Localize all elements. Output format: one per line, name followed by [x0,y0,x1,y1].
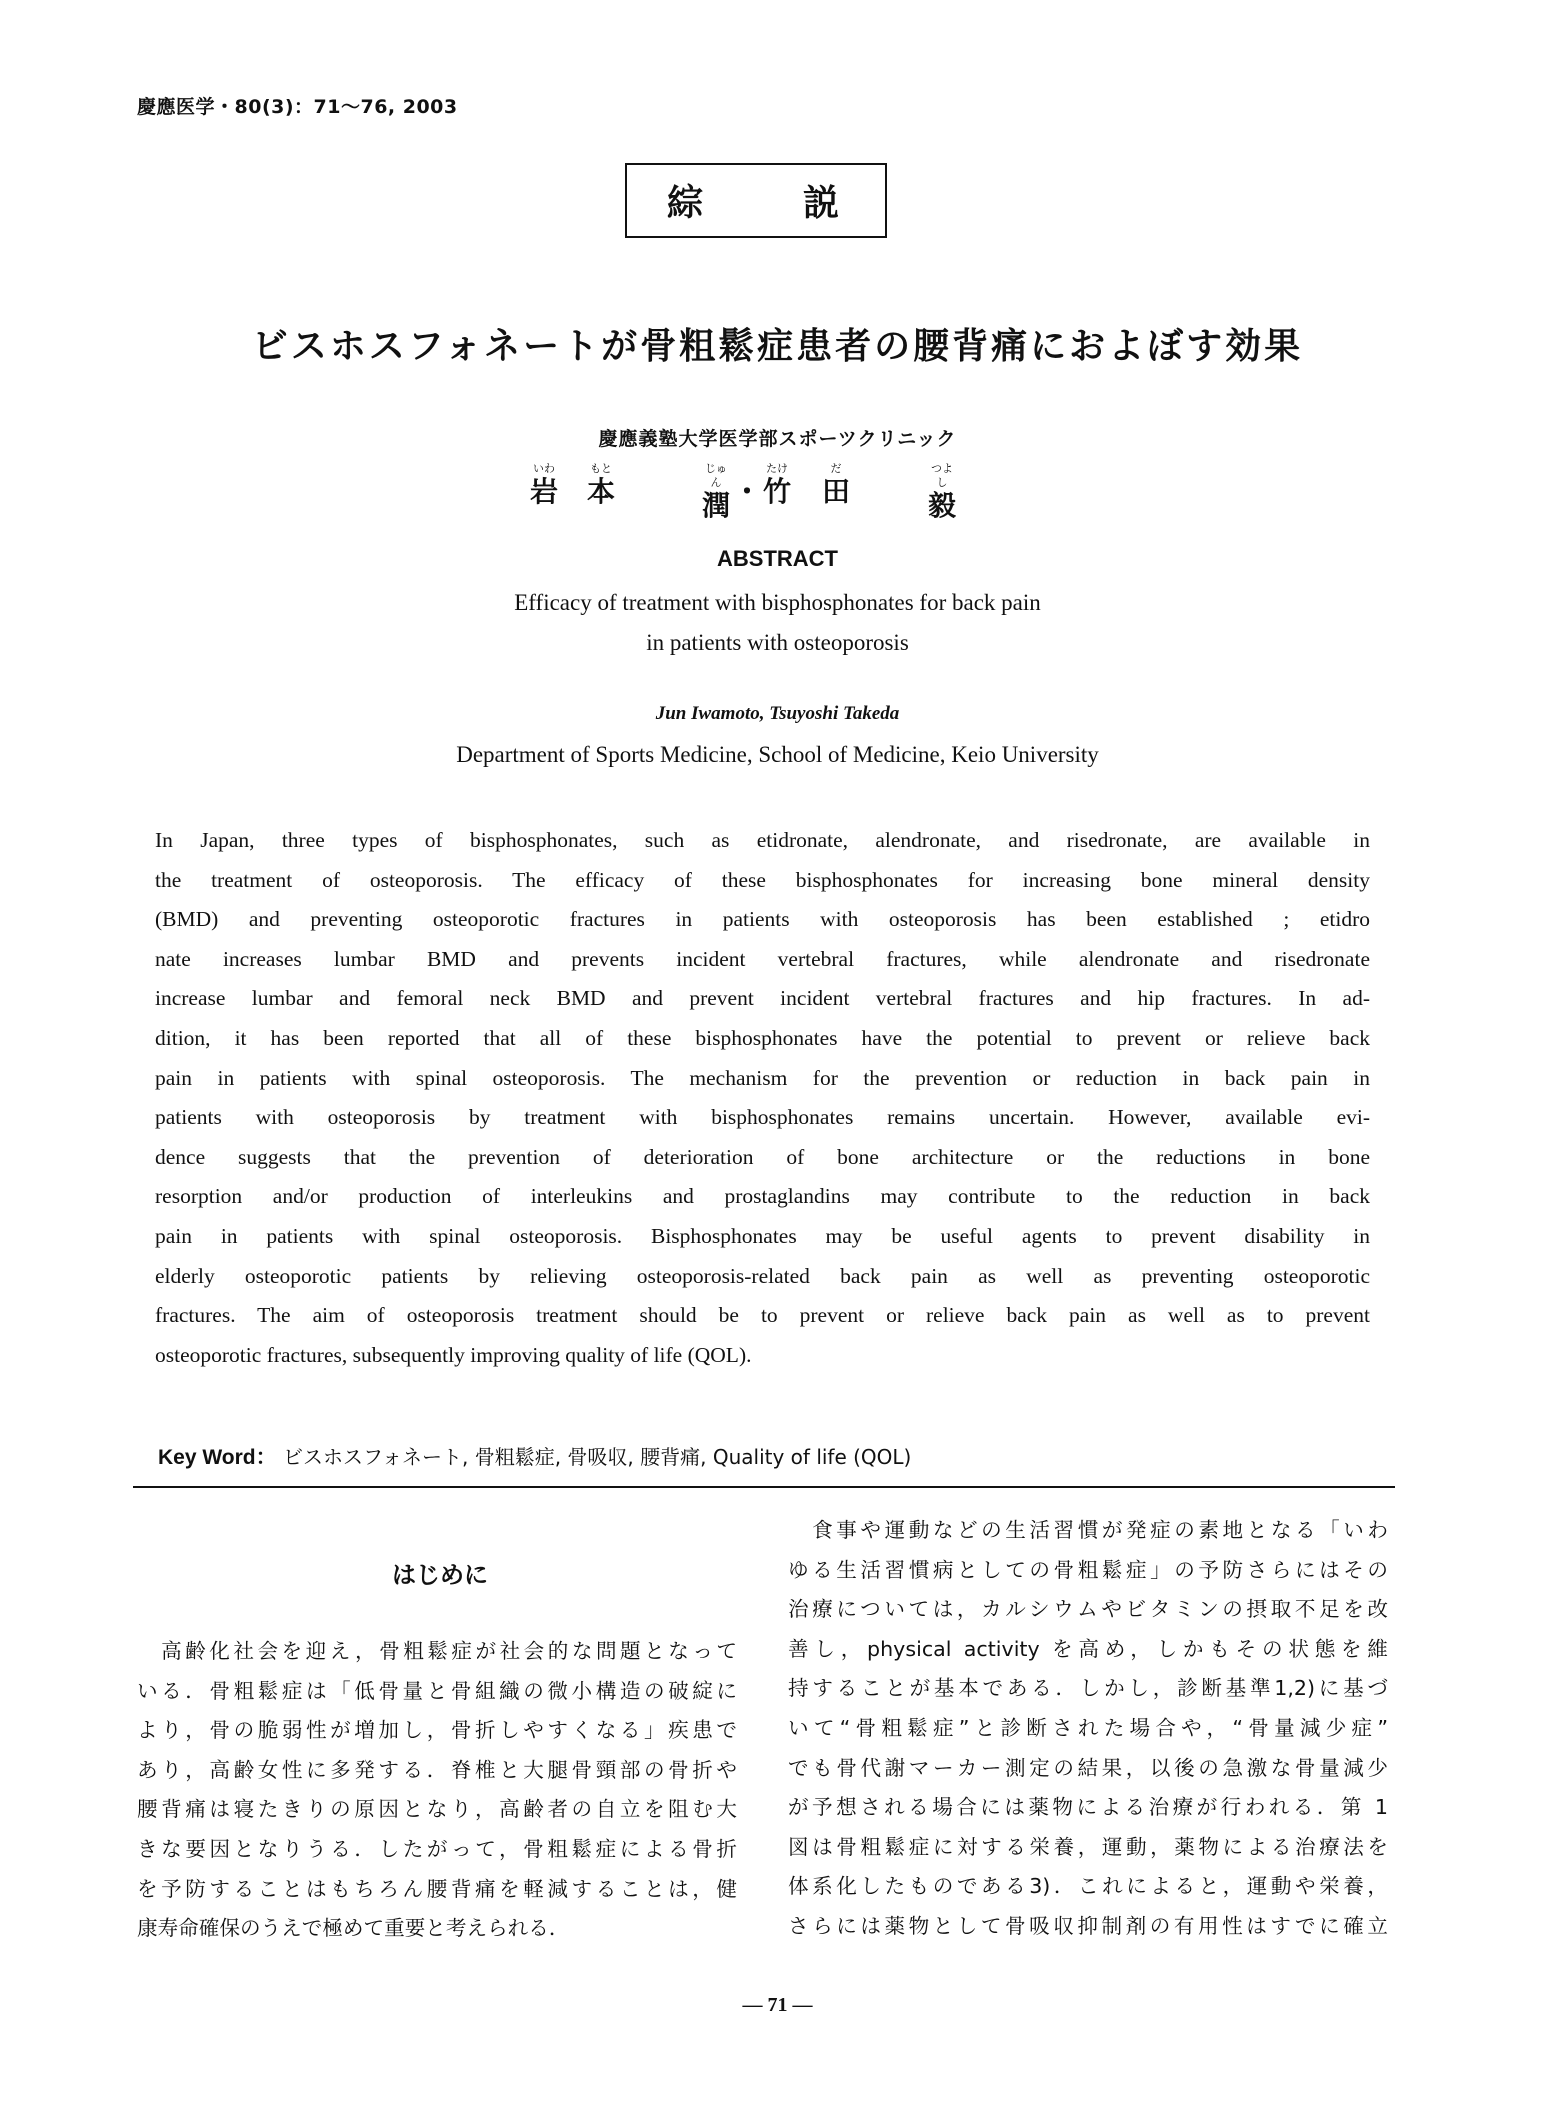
english-title-line: in patients with osteoporosis [646,630,909,655]
abstract-line: In Japan, three types of bisphosphonates, such as etidronate, alendronate, and risedronate, are available in [155,828,1370,852]
body-line: あり，高齢女性に多発する．脊椎と大腿骨頸部の骨折や [137,1757,737,1782]
keywords-text: ビスホスフォネート, 骨粗鬆症, 骨吸収, 腰背痛, Quality of life (QOL) [283,1445,912,1469]
abstract-line: pain in patients with spinal osteoporosis. Bisphosphonates may be useful agents to prevent disability in [155,1223,1370,1248]
abstract-line: the treatment of osteoporosis. The efficacy of these bisphosphonates for increasing bone mineral density [155,867,1370,892]
abstract-body [155,821,1370,1375]
body-line: 高齢化社会を迎え，骨粗鬆症が社会的な問題となって [137,1639,737,1663]
abstract-line: dence suggests that the prevention of deterioration of bone architecture or the reductions in bone [155,1144,1370,1169]
abstract-line: elderly osteoporotic patients by relieving osteoporosis-related back pain as well as preventing osteoporotic [155,1263,1370,1288]
body-line: 善し，physical activity を高め，しかもその状態を維 [788,1636,1388,1661]
category-char-right: 説 [802,183,839,224]
abstract-label: ABSTRACT [717,546,838,571]
english-affiliation: Department of Sports Medicine, School of Medicine, Keio University [456,742,1099,767]
abstract-line: dition, it has been reported that all of these bisphosphonates have the potential to prevent or relieve back [155,1025,1370,1050]
abstract-line: (BMD) and preventing osteoporotic fractures in patients with osteoporosis has been established ; etidro [155,907,1370,932]
abstract-line: nate increases lumbar BMD and prevents incident vertebral fractures, while alendronate and risedronate [155,946,1370,971]
author-char: だ 田 [822,462,851,508]
abstract-line: increase lumbar and femoral neck BMD and prevent incident vertebral fractures and hip fractures. In ad- [155,986,1370,1011]
body-line: 康寿命確保のうえで極めて重要と考えられる． [137,1916,570,1941]
abstract-line: resorption and/or production of interleukins and prostaglandins may contribute to the reduction in back [155,1184,1370,1209]
section-heading-introduction: はじめに [392,1561,488,1589]
body-column-left [137,1632,737,1949]
body-line: 食事や運動などの生活習慣が発症の素地となる「いわ [788,1518,1388,1542]
body-column-right [788,1511,1388,1947]
body-line: 持することが基本である．しかし，診断基準1,2)に基づ [788,1676,1388,1701]
author-char: たけ 竹 [763,462,792,508]
body-line: が予想される場合には薬物による治療が行われる．第 1 [788,1795,1388,1820]
article-category-box [625,163,887,238]
english-authors: Jun Iwamoto, Tsuyoshi Takeda [655,703,900,724]
body-line: 腰背痛は寝たきりの原因となり，高齢者の自立を阻む大 [137,1797,737,1822]
keywords [158,1441,911,1471]
body-line: ゆる生活習慣病としての骨粗鬆症」の予防さらにはその [788,1557,1388,1582]
body-line: より，骨の脆弱性が増加し，骨折しやすくなる」疾患で [137,1718,737,1743]
author-separator: ・ [733,475,762,508]
abstract-line: pain in patients with spinal osteoporosis. The mechanism for the prevention or reduction in back pain in [155,1065,1370,1090]
page-number: — 71 — [742,1994,813,2016]
english-title-line: Efficacy of treatment with bisphosphonates for back pain [514,590,1041,615]
body-line: 体系化したものである3)．これによると，運動や栄養， [788,1874,1388,1899]
body-line: さらには薬物として骨吸収抑制剤の有用性はすでに確立 [788,1913,1388,1938]
category-char-left: 綜 [667,183,704,224]
section-divider [133,1486,1395,1488]
body-line: でも骨代謝マーカー測定の結果，以後の急激な骨量減少 [788,1755,1388,1780]
body-line: 治療については，カルシウムやビタミンの摂取不足を改 [788,1597,1388,1622]
author-char: もと 本 [587,462,616,508]
abstract-line: osteoporotic fractures, subsequently improving quality of life (QOL). [155,1342,752,1367]
keywords-label: Key Word： [158,1446,277,1469]
body-line: いる．骨粗鬆症は「低骨量と骨組織の微小構造の破綻に [137,1678,737,1703]
english-title [0,583,1555,663]
author-char: いわ 岩 [530,462,559,508]
author-char: じゅん 潤 [702,462,731,522]
body-line: 図は骨粗鬆症に対する栄養，運動，薬物による治療法を [788,1834,1388,1859]
body-line: いて“骨粗鬆症”と診断された場合や，“骨量減少症” [788,1715,1388,1740]
abstract-line: patients with osteoporosis by treatment with bisphosphonates remains uncertain. However, available evi- [155,1105,1370,1130]
abstract-line: fractures. The aim of osteoporosis treatment should be to prevent or relieve back pain as well as to prevent [155,1303,1370,1328]
body-line: を予防することはもちろん腰背痛を軽減することは，健 [137,1876,737,1901]
japanese-affiliation: 慶應義塾大学医学部スポーツクリニック [598,428,957,450]
running-header: 慶應医学・80(3)：71〜76, 2003 [137,96,458,118]
body-line: きな要因となりうる．したがって，骨粗鬆症による骨折 [137,1836,737,1861]
author-char: つよし 毅 [928,462,957,522]
japanese-title: ビスホスフォネートが骨粗鬆症患者の腰背痛におよぼす効果 [251,326,1304,367]
